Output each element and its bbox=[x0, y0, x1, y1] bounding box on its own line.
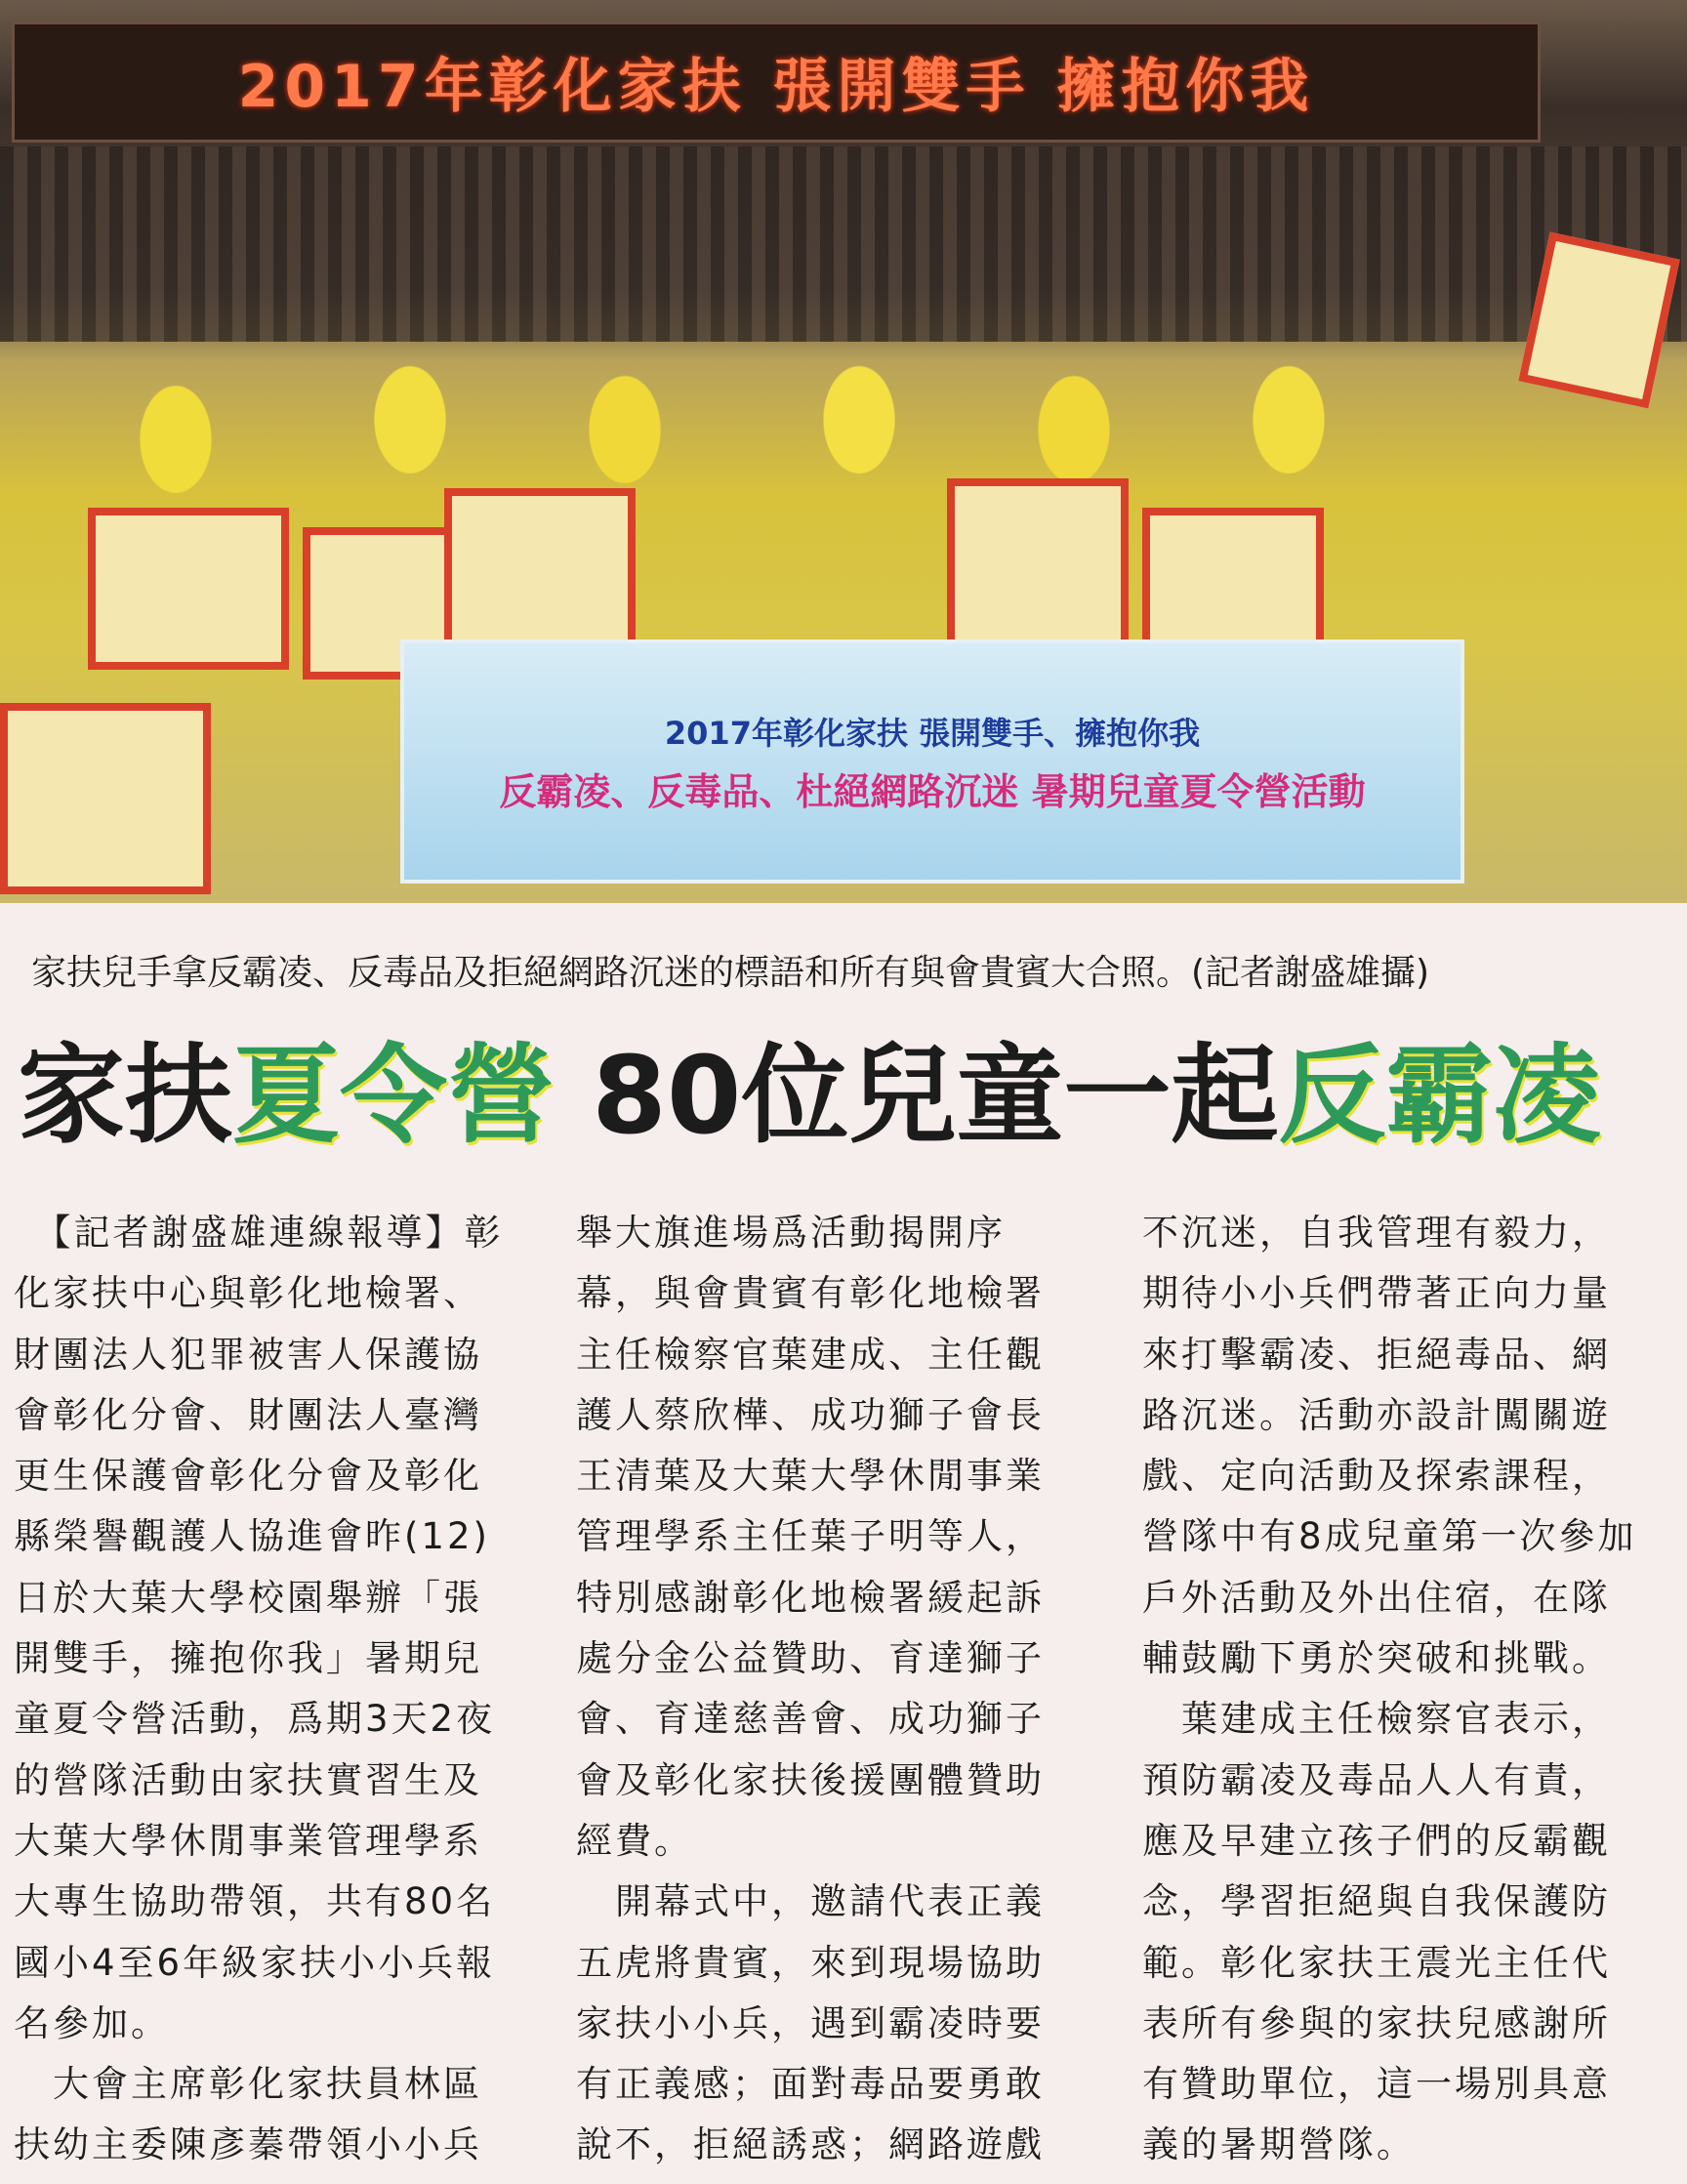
article-line: 義的暑期營隊。 bbox=[1142, 2123, 1416, 2166]
article-line: 更生保護會彰化分會及彰化 bbox=[14, 1455, 482, 1498]
article-line: 大專生協助帶領，共有80名 bbox=[14, 1880, 496, 1923]
article-line: 扶幼主委陳彥蓁帶領小小兵 bbox=[14, 2123, 482, 2166]
article-line: 王清葉及大葉大學休閒事業 bbox=[576, 1455, 1045, 1498]
placard bbox=[444, 488, 636, 650]
article-line: 縣榮譽觀護人協進會昨(12) bbox=[14, 1515, 490, 1558]
article-line: 日於大葉大學校園舉辦「張 bbox=[14, 1576, 482, 1619]
headline-highlight: 夏令營 bbox=[232, 1033, 555, 1158]
article-line: 有贊助單位，這一場別具意 bbox=[1142, 2063, 1611, 2106]
article-line: 開雙手，擁抱你我」暑期兒 bbox=[14, 1637, 482, 1680]
article-line: 財團法人犯罪被害人保護協 bbox=[14, 1333, 482, 1376]
article-line: 來打擊霸凌、拒絕毒品、網 bbox=[1142, 1333, 1611, 1376]
article-line: 舉大旗進場爲活動揭開序 bbox=[576, 1212, 1006, 1254]
article-line: 有正義感；面對毒品要勇敢 bbox=[576, 2063, 1045, 2106]
article-column-1 bbox=[14, 1203, 531, 2176]
article-line: 【記者謝盛雄連線報導】彰 bbox=[14, 1212, 504, 1254]
article-line: 營隊中有8成兒童第一次參加 bbox=[1142, 1515, 1637, 1558]
article-line: 期待小小兵們帶著正向力量 bbox=[1142, 1272, 1611, 1315]
article-line: 管理學系主任葉子明等人， bbox=[576, 1515, 1045, 1558]
article-line: 名參加。 bbox=[14, 2001, 170, 2044]
article-line: 戶外活動及外出住宿，在隊 bbox=[1142, 1576, 1611, 1619]
article-line: 幕，與會貴賓有彰化地檢署 bbox=[576, 1272, 1045, 1315]
banner-line1: 2017年彰化家扶 張開雙手、擁抱你我 bbox=[664, 714, 1201, 752]
headline-part: 家扶 bbox=[18, 1033, 232, 1158]
news-photo bbox=[0, 0, 1687, 903]
article-line: 特別感謝彰化地檢署緩起訴 bbox=[576, 1576, 1045, 1619]
article-line: 化家扶中心與彰化地檢署、 bbox=[14, 1272, 482, 1315]
article-line: 會彰化分會、財團法人臺灣 bbox=[14, 1393, 482, 1436]
article-line: 戲、定向活動及探索課程， bbox=[1142, 1455, 1611, 1498]
event-banner bbox=[400, 639, 1464, 884]
article-line: 會及彰化家扶後援團體贊助 bbox=[576, 1758, 1045, 1801]
article-line: 大葉大學休閒事業管理學系 bbox=[14, 1819, 482, 1862]
article-line: 範。彰化家扶王震光主任代 bbox=[1142, 1941, 1611, 1984]
headline-part: 80位兒童一起 bbox=[555, 1033, 1279, 1158]
article-line: 大會主席彰化家扶員林區 bbox=[14, 2063, 482, 2106]
article-line: 路沉迷。活動亦設計闖關遊 bbox=[1142, 1393, 1611, 1436]
article-column-3 bbox=[1142, 1203, 1660, 2176]
article-line: 經費。 bbox=[576, 1819, 693, 1862]
article-line: 應及早建立孩子們的反霸觀 bbox=[1142, 1819, 1611, 1862]
article-line: 的營隊活動由家扶實習生及 bbox=[14, 1758, 482, 1801]
article-line: 護人蔡欣樺、成功獅子會長 bbox=[576, 1393, 1045, 1436]
article-column-2 bbox=[576, 1203, 1093, 2176]
headline-highlight: 反霸凌 bbox=[1278, 1033, 1601, 1158]
article-line: 開幕式中，邀請代表正義 bbox=[576, 1880, 1045, 1923]
placard bbox=[1142, 508, 1324, 660]
article-line: 說不，拒絕誘惑；網路遊戲 bbox=[576, 2123, 1045, 2166]
article-line: 主任檢察官葉建成、主任觀 bbox=[576, 1333, 1045, 1376]
headline bbox=[18, 1033, 1667, 1158]
article-line: 處分金公益贊助、育達獅子 bbox=[576, 1637, 1045, 1680]
article-line: 念，學習拒絕與自我保護防 bbox=[1142, 1880, 1611, 1923]
article-line: 葉建成主任檢察官表示， bbox=[1142, 1698, 1611, 1741]
article-line: 不沉迷，自我管理有毅力， bbox=[1142, 1212, 1611, 1254]
article-line: 輔鼓勵下勇於突破和挑戰。 bbox=[1142, 1637, 1611, 1680]
article-line: 會、育達慈善會、成功獅子 bbox=[576, 1698, 1045, 1741]
placard bbox=[0, 703, 211, 894]
article-line: 預防霸凌及毒品人人有責， bbox=[1142, 1758, 1611, 1801]
banner-line2: 反霸凌、反毒品、杜絕網路沉迷 暑期兒童夏令營活動 bbox=[499, 769, 1366, 813]
placard bbox=[88, 508, 289, 670]
article-line: 五虎將貴賓，來到現場協助 bbox=[576, 1941, 1045, 1984]
article-line: 表所有參與的家扶兒感謝所 bbox=[1142, 2001, 1611, 2044]
article-line: 家扶小小兵，遇到霸凌時要 bbox=[576, 2001, 1045, 2044]
led-sign-text: 2017年彰化家扶 張開雙手 擁抱你我 bbox=[237, 53, 1315, 121]
article-line: 國小4至6年級家扶小小兵報 bbox=[14, 1941, 496, 1984]
article-line: 童夏令營活動，爲期3天2夜 bbox=[14, 1698, 496, 1741]
led-sign bbox=[12, 21, 1541, 143]
placard bbox=[947, 478, 1129, 660]
photo-caption: 家扶兒手拿反霸凌、反毒品及拒絕網路沉迷的標語和所有與會貴賓大合照。(記者謝盛雄攝) bbox=[31, 953, 1430, 993]
